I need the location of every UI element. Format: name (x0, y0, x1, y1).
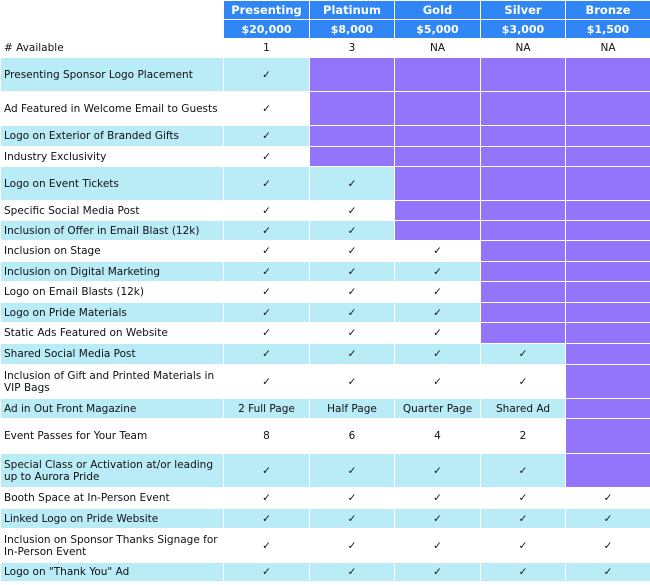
tier-price-platinum: $8,000 (310, 20, 395, 39)
check-icon: ✓ (395, 323, 481, 344)
check-icon: ✓ (310, 563, 395, 582)
row-label: # Available (1, 39, 224, 58)
tier-price-gold: $5,000 (395, 20, 481, 39)
row-label: Event Passes for Your Team (1, 419, 224, 454)
not-included-cell (566, 241, 650, 262)
not-included-cell (310, 147, 395, 167)
row-label: Inclusion of Offer in Email Blast (12k) (1, 221, 224, 241)
check-icon: ✓ (224, 262, 310, 282)
not-included-cell (566, 221, 650, 241)
check-icon: ✓ (395, 303, 481, 323)
check-icon: ✓ (224, 282, 310, 303)
not-included-cell (481, 147, 566, 167)
check-icon: ✓ (310, 488, 395, 509)
check-icon: ✓ (224, 167, 310, 201)
row-label: Inclusion of Gift and Printed Materials in VIP Bags (1, 365, 224, 399)
tier-name-bronze: Bronze (566, 1, 650, 20)
check-icon: ✓ (310, 241, 395, 262)
check-icon: ✓ (310, 262, 395, 282)
row-label: Special Class or Activation at/or leading up to Aurora Pride (1, 454, 224, 488)
not-included-cell (481, 282, 566, 303)
tier-price-bronze: $1,500 (566, 20, 650, 39)
row-label: Shared Social Media Post (1, 344, 224, 365)
check-icon: ✓ (481, 563, 566, 582)
row-label: Logo on Exterior of Branded Gifts (1, 126, 224, 147)
cell-value: 2 (481, 419, 566, 454)
check-icon: ✓ (224, 241, 310, 262)
cell-value: 8 (224, 419, 310, 454)
check-icon: ✓ (395, 454, 481, 488)
not-included-cell (395, 147, 481, 167)
check-icon: ✓ (224, 365, 310, 399)
check-icon: ✓ (224, 563, 310, 582)
cell-value: NA (481, 39, 566, 58)
cell-value: Shared Ad (481, 399, 566, 419)
not-included-cell (481, 58, 566, 92)
check-icon: ✓ (310, 221, 395, 241)
row-label: Specific Social Media Post (1, 201, 224, 221)
row-label: Static Ads Featured on Website (1, 323, 224, 344)
check-icon: ✓ (481, 488, 566, 509)
tier-price-silver: $3,000 (481, 20, 566, 39)
table-row (1, 241, 650, 262)
not-included-cell (566, 262, 650, 282)
check-icon: ✓ (481, 344, 566, 365)
row-label: Ad Featured in Welcome Email to Guests (1, 92, 224, 126)
check-icon: ✓ (395, 262, 481, 282)
check-icon: ✓ (310, 167, 395, 201)
not-included-cell (395, 92, 481, 126)
header-corner (1, 20, 224, 39)
check-icon: ✓ (395, 282, 481, 303)
not-included-cell (481, 241, 566, 262)
not-included-cell (566, 419, 650, 454)
not-included-cell (310, 92, 395, 126)
tier-name-platinum: Platinum (310, 1, 395, 20)
cell-value: 2 Full Page (224, 399, 310, 419)
check-icon: ✓ (566, 509, 650, 529)
row-label: Inclusion on Stage (1, 241, 224, 262)
cell-value: Half Page (310, 399, 395, 419)
table-row (1, 563, 650, 582)
not-included-cell (566, 92, 650, 126)
check-icon: ✓ (566, 529, 650, 563)
not-included-cell (481, 126, 566, 147)
table-row (1, 323, 650, 344)
check-icon: ✓ (224, 529, 310, 563)
table-row (1, 303, 650, 323)
table-row (1, 126, 650, 147)
table-row (1, 399, 650, 419)
table-row (1, 167, 650, 201)
check-icon: ✓ (310, 529, 395, 563)
table-row (1, 201, 650, 221)
not-included-cell (566, 323, 650, 344)
table-row (1, 365, 650, 399)
check-icon: ✓ (224, 344, 310, 365)
check-icon: ✓ (310, 303, 395, 323)
check-icon: ✓ (224, 147, 310, 167)
check-icon: ✓ (395, 488, 481, 509)
check-icon: ✓ (395, 344, 481, 365)
tier-price-presenting: $20,000 (224, 20, 310, 39)
table-row (1, 147, 650, 167)
check-icon: ✓ (310, 201, 395, 221)
row-label: Presenting Sponsor Logo Placement (1, 58, 224, 92)
not-included-cell (395, 167, 481, 201)
table-row (1, 419, 650, 454)
not-included-cell (481, 262, 566, 282)
not-included-cell (566, 454, 650, 488)
check-icon: ✓ (566, 488, 650, 509)
cell-value: 4 (395, 419, 481, 454)
row-label: Industry Exclusivity (1, 147, 224, 167)
row-label: Booth Space at In-Person Event (1, 488, 224, 509)
benefit-rows (1, 39, 650, 582)
not-included-cell (566, 399, 650, 419)
not-included-cell (310, 126, 395, 147)
table-row (1, 454, 650, 488)
check-icon: ✓ (481, 365, 566, 399)
cell-value: 1 (224, 39, 310, 58)
not-included-cell (481, 167, 566, 201)
tier-name-silver: Silver (481, 1, 566, 20)
row-label: Logo on "Thank You" Ad (1, 563, 224, 582)
not-included-cell (566, 282, 650, 303)
row-label: Logo on Pride Materials (1, 303, 224, 323)
not-included-cell (566, 303, 650, 323)
tier-name-presenting: Presenting (224, 1, 310, 20)
check-icon: ✓ (224, 509, 310, 529)
check-icon: ✓ (481, 509, 566, 529)
check-icon: ✓ (224, 92, 310, 126)
table-row (1, 509, 650, 529)
row-label: Logo on Event Tickets (1, 167, 224, 201)
table-row (1, 262, 650, 282)
table-row (1, 92, 650, 126)
check-icon: ✓ (395, 529, 481, 563)
table-row (1, 39, 650, 58)
not-included-cell (310, 58, 395, 92)
header-corner (1, 1, 224, 20)
row-label: Linked Logo on Pride Website (1, 509, 224, 529)
check-icon: ✓ (310, 365, 395, 399)
check-icon: ✓ (310, 454, 395, 488)
not-included-cell (395, 221, 481, 241)
check-icon: ✓ (566, 563, 650, 582)
check-icon: ✓ (481, 454, 566, 488)
table-row (1, 221, 650, 241)
row-label: Inclusion on Digital Marketing (1, 262, 224, 282)
check-icon: ✓ (224, 303, 310, 323)
check-icon: ✓ (481, 529, 566, 563)
check-icon: ✓ (395, 241, 481, 262)
not-included-cell (566, 201, 650, 221)
check-icon: ✓ (224, 58, 310, 92)
not-included-cell (395, 126, 481, 147)
check-icon: ✓ (310, 344, 395, 365)
table-row (1, 488, 650, 509)
not-included-cell (395, 201, 481, 221)
not-included-cell (566, 365, 650, 399)
cell-value: 3 (310, 39, 395, 58)
cell-value: 6 (310, 419, 395, 454)
cell-value: Quarter Page (395, 399, 481, 419)
not-included-cell (566, 147, 650, 167)
check-icon: ✓ (310, 282, 395, 303)
not-included-cell (481, 323, 566, 344)
not-included-cell (566, 344, 650, 365)
not-included-cell (395, 58, 481, 92)
check-icon: ✓ (395, 365, 481, 399)
check-icon: ✓ (310, 509, 395, 529)
table-row (1, 344, 650, 365)
cell-value: NA (566, 39, 650, 58)
check-icon: ✓ (224, 488, 310, 509)
check-icon: ✓ (395, 509, 481, 529)
check-icon: ✓ (310, 323, 395, 344)
table-row (1, 529, 650, 563)
row-label: Ad in Out Front Magazine (1, 399, 224, 419)
check-icon: ✓ (395, 563, 481, 582)
check-icon: ✓ (224, 126, 310, 147)
not-included-cell (566, 58, 650, 92)
row-label: Inclusion on Sponsor Thanks Signage for In-Person Event (1, 529, 224, 563)
check-icon: ✓ (224, 201, 310, 221)
cell-value: NA (395, 39, 481, 58)
tier-name-gold: Gold (395, 1, 481, 20)
not-included-cell (481, 303, 566, 323)
check-icon: ✓ (224, 454, 310, 488)
table-row (1, 58, 650, 92)
not-included-cell (481, 221, 566, 241)
table-row (1, 282, 650, 303)
not-included-cell (566, 126, 650, 147)
not-included-cell (481, 92, 566, 126)
not-included-cell (481, 201, 566, 221)
check-icon: ✓ (224, 221, 310, 241)
row-label: Logo on Email Blasts (12k) (1, 282, 224, 303)
not-included-cell (566, 167, 650, 201)
check-icon: ✓ (224, 323, 310, 344)
